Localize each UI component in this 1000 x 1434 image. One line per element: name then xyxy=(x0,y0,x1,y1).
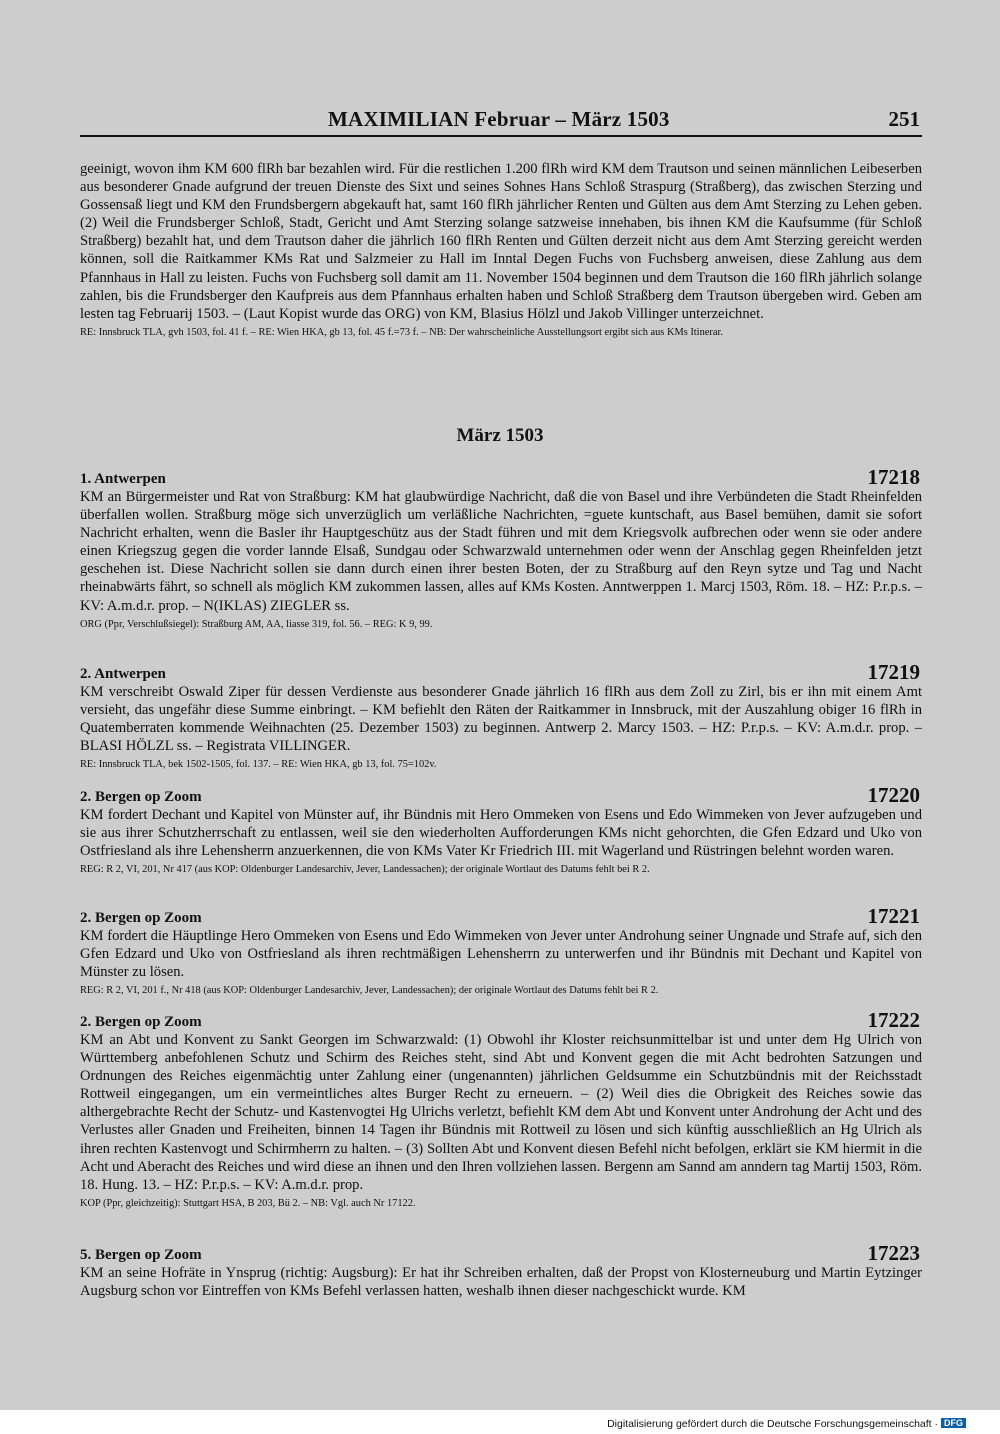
regest-entry-17223 xyxy=(80,1243,922,1300)
page-header xyxy=(80,107,922,137)
entry-source: KOP (Ppr, gleichzeitig): Stuttgart HSA, B 203, Bü 2. – NB: Vgl. auch Nr 17122. xyxy=(80,1197,416,1209)
entry-date-place: 5. Bergen op Zoom xyxy=(80,1247,202,1263)
entry-number: 17219 xyxy=(867,660,920,684)
entry-number: 17221 xyxy=(867,904,920,928)
entry-date-place: 1. Antwerpen xyxy=(80,471,166,487)
running-title: MAXIMILIAN Februar – März 1503 xyxy=(328,107,670,131)
regest-entry-17221 xyxy=(80,906,922,997)
entry-text: KM an Abt und Konvent zu Sankt Georgen im Schwarzwald: (1) Obwohl ihr Kloster reichsunmittelbar ist und unter dem Hg Ulrich von Württemberg anbefohlenen Schutz und Schirm des Reiches steht, sind Abt und Konvent gegen die mit Acht bedrohten Satzungen und Ordnungen des Reiches eigenmächtig unter Zahlung einer (ungenannten) jährlichen Geldsumme ein Schutzbündnis mit der Reichsstadt Rottweil eingegangen, um ein vermeintliches altes Burger Recht zu erneuern. – (2) Weil dies die Obrigkeit des Reiches sowie das althergebrachte Recht der Schutz- und Kastenvogtei Hg Ulrichs verletzt, befiehlt KM dem Abt und Konvent unter Androhung der Acht und des Verlustes aller Gnaden und Freiheiten, binnen 14 Tagen ihr Bündnis mit Rottweil zu lösen und sich künftig ausschließlich an Hg Ulrich als ihren rechten Kastenvogt und Schirmherrn zu halten. – (3) Sollten Abt und Konvent diesen Befehl nicht befolgen, erklärt sie KM hiermit in die Acht und Aberacht des Reiches und wird diese an ihnen und den Ihren vollziehen lassen. Bergenn am Sannd am anndern tag Martij 1503, Röm. 18. Hung. 13. – HZ: P.r.p.s. – KV: A.m.d.r. prop. xyxy=(80,1032,922,1193)
continued-entry xyxy=(80,160,922,339)
entry-number: 17218 xyxy=(867,465,920,489)
entry-source: RE: Innsbruck TLA, gvh 1503, fol. 41 f. – RE: Wien HKA, gb 13, fol. 45 f.=73 f. – NB: Der wahrscheinliche Ausstellungsort ergibt sich aus KMs Itinerar. xyxy=(80,326,723,338)
footer-text: Digitalisierung gefördert durch die Deutsche Forschungsgemeinschaft · xyxy=(607,1418,938,1430)
dfg-logo: DFG xyxy=(941,1418,966,1428)
entry-source: REG: R 2, VI, 201 f., Nr 418 (aus KOP: Oldenburger Landesarchiv, Jever, Landessachen); der originale Wortlaut des Datums fehlt bei R 2. xyxy=(80,985,659,997)
month-heading: März 1503 xyxy=(456,425,544,446)
entry-date-place: 2. Antwerpen xyxy=(80,666,166,682)
entry-date-place: 2. Bergen op Zoom xyxy=(80,1014,202,1030)
entry-text: KM an Bürgermeister und Rat von Straßburg: KM hat glaubwürdige Nachricht, daß die von Basel und ihre Verbündeten die Stadt Rheinfelden überfallen wollen. Straßburg möge sich unverzüglich um verläßliche Nachrichten, =guete kuntschaft, aus Basel bemühen, damit sie sofort Nachricht erhalten, wenn die Basler ihr Hauptgeschütz aus der Stadt führen und mit dem Kriegsvolk aufbrechen oder wenn sie oder andere einen Kriegszug gegen die vorder lannde Elsaß, Sundgau oder Schwarzwald unternehmen oder wenn der Anschlag gegen Rheinfelden jetzt geschehen ist. Diese Nachricht sollen sie dann durch einen ihrer besten Boten, der zu Straßburg auf den Reyn sytze und Tag und Nacht rheinabwärts fährt, so schnell als möglich KM zukommen lassen, alles auf KMs Kosten. Anntwerppen 1. Marcj 1503, Röm. 18. – HZ: P.r.p.s. – KV: A.m.d.r. prop. – N(IKLAS) ZIEGLER ss. xyxy=(80,489,922,614)
funding-footer xyxy=(607,1418,966,1430)
entry-text: KM fordert Dechant und Kapitel von Münster auf, ihr Bündnis mit Hero Ommeken von Esens und Edo Wimmeken von Jever aufzugeben und sie aus ihrer Schutzherrschaft zu entlassen, weil sie den wiederholten Aufforderungen KMs nicht gehorchten, die Gfen Edzard und Uko von Ostfriesland als ihre Lehensherrn anzuerkennen, die von KMs Vater Kr Friedrich III. mit Wagerland und Rüstringen belehnt worden waren. xyxy=(80,807,922,860)
regest-entry-17218 xyxy=(80,467,922,631)
entry-text: KM verschreibt Oswald Ziper für dessen Verdienste aus besonderer Gnade jährlich 16 flRh aus dem Zoll zu Zirl, bis er ihn mit einem Amt versieht, das ungefähr diese Summe einbringt. – KM befiehlt den Räten der Raitkammer in Innsbruck, mit der Auszahlung obiger 16 flRh in Quatemberraten kommende Weihnachten (25. Dezember 1503) zu beginnen. Antwerp 2. Marcy 1503. – HZ: P.r.p.s. – KV: A.m.d.r. prop. – BLASI HÖLZL ss. – Registrata VILLINGER. xyxy=(80,684,922,755)
regest-entry-17220 xyxy=(80,785,922,876)
entry-source: RE: Innsbruck TLA, bek 1502-1505, fol. 137. – RE: Wien HKA, gb 13, fol. 75=102v. xyxy=(80,759,437,771)
regest-entry-17222 xyxy=(80,1010,922,1210)
entry-source: ORG (Ppr, Verschlußsiegel): Straßburg AM, AA, liasse 319, fol. 56. – REG: K 9, 99. xyxy=(80,618,433,630)
entry-text: KM fordert die Häuptlinge Hero Ommeken von Esens und Edo Wimmeken von Jever unter Androhung seiner Ungnade und Strafe auf, sich den Gfen Edzard und Uko von Ostfriesland als ihren rechtmäßigen Lehensherrn zu unterwerfen und ihr Bündnis mit Dechant und Kapitel von Münster zu lösen. xyxy=(80,928,922,981)
entry-date-place: 2. Bergen op Zoom xyxy=(80,910,202,926)
entry-source: REG: R 2, VI, 201, Nr 417 (aus KOP: Oldenburger Landesarchiv, Jever, Landessachen); der originale Wortlaut des Datums fehlt bei R 2. xyxy=(80,864,650,876)
entry-number: 17223 xyxy=(867,1241,920,1265)
entry-number: 17222 xyxy=(867,1008,920,1032)
entry-number: 17220 xyxy=(867,783,920,807)
entry-date-place: 2. Bergen op Zoom xyxy=(80,789,202,805)
regest-entry-17219 xyxy=(80,662,922,771)
entry-text: KM an seine Hofräte in Ynsprug (richtig: Augsburg): Er hat ihr Schreiben erhalten, daß der Propst von Klosterneuburg und Martin Eytzinger Augsburg schon vor Eintreffen von KMs Befehl verlassen hatten, weshalb ihnen dieser nachgeschickt wurde. KM xyxy=(80,1265,922,1300)
page-number: 251 xyxy=(888,107,920,131)
entry-text: geeinigt, wovon ihm KM 600 flRh bar bezahlen wird. Für die restlichen 1.200 flRh wird KM dem Trautson und seinen männlichen Leibeserben aus besonderer Gnade aufgrund der treuen Dienste des Sixt und seines Sohnes Hans Schloß Straspurg (Straßberg), das zwischen Sterzing und Gossensaß liegt und KM den Frundsbergern abgekauft hat, samt 160 flRh jährlicher Renten und Gülten aus dem Amt Sterzing zu Lehen geben. (2) Weil die Frundsberger Schloß, Stadt, Gericht und Amt Sterzing solange satzweise innehaben, bis ihnen KM die Kaufsumme (für Schloß Straßberg) bezahlt hat, und dem Trautson daher die jährlich 160 flRh Renten und Gülten derzeit nicht aus dem Amt Sterzing gereicht werden können, soll die Raitkammer KMs Rat und Salzmeier zu Hall im Inntal Degen Fuchs von Fuchsberg anweisen, diese Zahlung aus dem Pfannhaus in Hall zu leisten. Fuchs von Fuchsberg soll damit am 11. November 1504 beginnen und dem Trautson die 160 flRh jährlich solange zahlen, bis die Frundsberger den Kaufpreis aus dem Pfannhaus erhalten haben und Schloß Straßberg dem Trautson übergeben wird. Geben am lesten tag Februarij 1503. – (Laut Kopist wurde das ORG) von KM, Blasius Hölzl und Jakob Villinger unterzeichnet. xyxy=(80,161,922,322)
